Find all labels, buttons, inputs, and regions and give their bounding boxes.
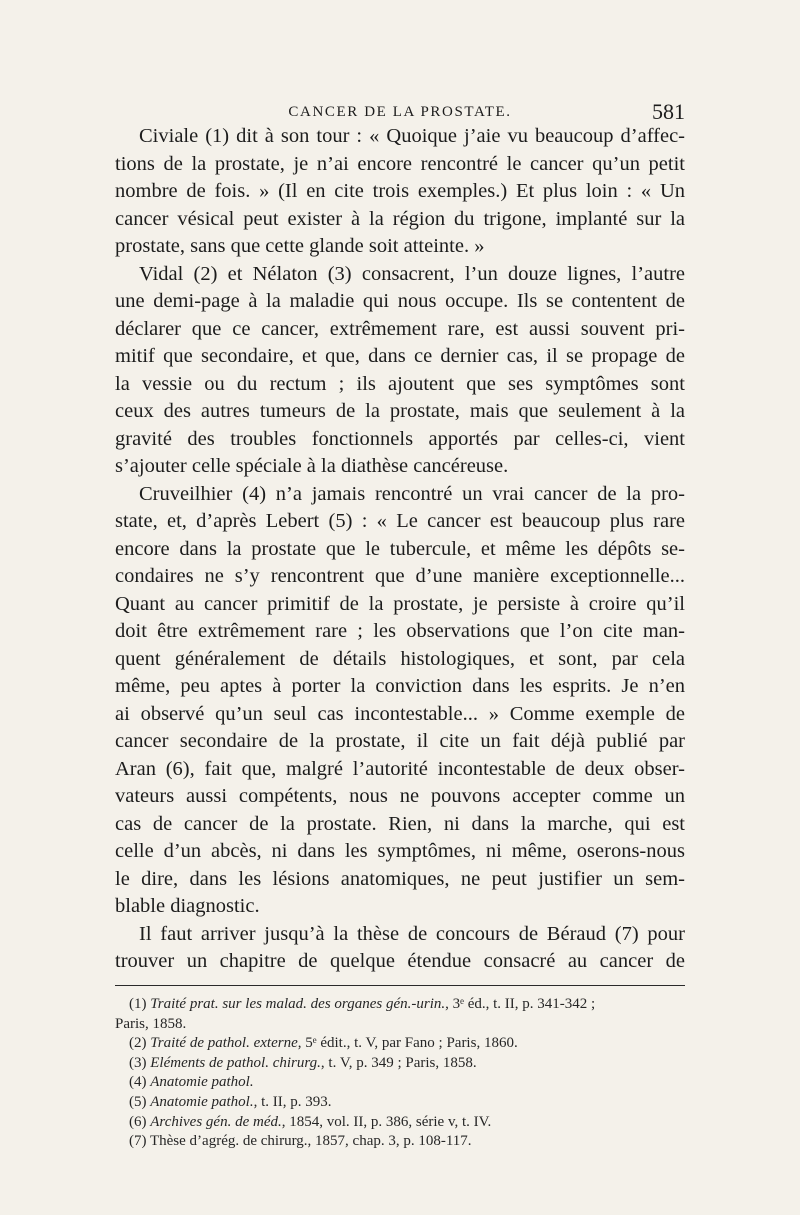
footnote — [115, 1132, 685, 1152]
text-line: trouver un chapitre de quelque étendue consacré au cancer de — [115, 950, 685, 972]
text-line: Vidal (2) et Nélaton (3) consacrent, l’un douze lignes, l’autre — [139, 262, 685, 285]
footnote-details: , 5ᵉ édit., t. V, par Fano ; Paris, 1860. — [297, 1035, 518, 1052]
body-text — [115, 123, 685, 976]
text-line: s’ajouter celle spéciale à la diathèse cancéreuse. — [115, 455, 509, 477]
footnote-mark: (2) — [129, 1035, 147, 1052]
text-line: une demi-page à la maladie qui nous occupe. Ils se contentent de — [115, 290, 685, 312]
text-line: même, peu aptes à porter la conviction dans les esprits. Je n’en — [115, 675, 685, 697]
footnote-details: , 1854, vol. II, p. 386, série v, t. IV. — [281, 1113, 492, 1130]
text-line: ai observé qu’un seul cas incontestable... » Comme exemple de — [115, 702, 685, 725]
footnote-details: , t. II, p. 393. — [253, 1093, 332, 1110]
text-line: condaires ne s’y rencontrent que d’une manière exceptionnelle... — [115, 565, 685, 587]
text-line: cancer secondaire de la prostate, il cite un fait déjà publié par — [115, 730, 685, 752]
footnote-rule — [115, 985, 685, 986]
text-line: déclarer que ce cancer, extrêmement rare, est aussi souvent pri- — [115, 317, 685, 340]
text-line: encore dans la prostate que le tubercule, et même les dépôts se- — [115, 537, 685, 560]
footnotes — [115, 995, 685, 1152]
text-line: la vessie ou du rectum ; ils ajoutent que ses symptômes sont — [115, 372, 685, 395]
footnote-title: Archives gén. de méd. — [150, 1113, 282, 1130]
text-line: Civiale (1) dit à son tour : « Quoique j’aie vu beaucoup d’affec- — [139, 125, 685, 147]
text-line: Il faut arriver jusqu’à la thèse de concours de Béraud (7) pour — [139, 922, 685, 945]
footnote-details: Thèse d’agrég. de chirurg., 1857, chap. 3, p. 108-117. — [149, 1133, 472, 1150]
footnote-title: Traité de pathol. externe — [150, 1035, 298, 1052]
text-line: prostate, sans que cette glande soit atteinte. » — [115, 235, 485, 257]
footnote-mark: (6) — [129, 1113, 147, 1130]
text-line: gravité des troubles fonctionnels apportés par celles-ci, vient — [115, 427, 685, 450]
text-line: ceux des autres tumeurs de la prostate, mais que seulement à la — [115, 400, 685, 422]
text-line: nombre de fois. » (Il en cite trois exemples.) Et plus loin : « Un — [115, 180, 685, 202]
footnote — [115, 1113, 685, 1133]
footnote-mark: (3) — [129, 1054, 147, 1071]
text-line: cancer vésical peut exister à la région du trigone, implanté sur la — [115, 207, 685, 230]
text-line: vateurs aussi compétents, nous ne pouvons accepter comme un — [115, 785, 685, 807]
text-line: doit être extrêmement rare ; les observations que l’on cite man- — [115, 620, 685, 642]
footnote — [115, 995, 685, 1015]
text-line: Quant au cancer primitif de la prostate, je persiste à croire qu’il — [115, 592, 685, 615]
footnote-title: Eléments de pathol. chirurg. — [150, 1054, 321, 1071]
text-line: cas de cancer de la prostate. Rien, ni dans la marche, qui est — [115, 812, 685, 835]
footnote-title: Anatomie pathol. — [150, 1093, 254, 1110]
page-number: 581 — [652, 99, 685, 124]
footnote-mark: (5) — [129, 1093, 147, 1110]
text-line: Aran (6), fait que, malgré l’autorité incontestable de deux obser- — [115, 757, 685, 780]
footnote-title: Anatomie pathol. — [150, 1074, 254, 1091]
text-line: le dire, dans les lésions anatomiques, ne peut justifier un sem- — [115, 867, 685, 890]
footnote-details: , t. V, p. 349 ; Paris, 1858. — [320, 1054, 477, 1071]
footnote — [115, 1093, 685, 1113]
footnote-continuation — [115, 1015, 685, 1035]
text-line: mitif que secondaire, et que, dans ce dernier cas, il se propage de — [115, 345, 685, 367]
footnote-details: , 3ᵉ éd., t. II, p. 341-342 ; — [445, 996, 596, 1012]
footnote-title: Traité prat. sur les malad. des organes gén.-urin. — [150, 996, 446, 1012]
text-line: blable diagnostic. — [115, 895, 260, 917]
text-line: celle d’un abcès, ni dans les symptômes, ni même, oserons-nous — [115, 840, 685, 862]
text-line: quent généralement de détails histologiques, et sont, par cela — [115, 647, 685, 670]
footnote-mark: (1) — [129, 996, 147, 1012]
text-line: state, et, d’après Lebert (5) : « Le cancer est beaucoup plus rare — [115, 510, 685, 532]
text-line: Cruveilhier (4) n’a jamais rencontré un vrai cancer de la pro- — [139, 482, 685, 505]
footnote — [115, 1034, 685, 1054]
running-title: CANCER DE LA PROSTATE. — [288, 104, 512, 120]
footnote-mark: (4) — [129, 1074, 147, 1091]
footnote-mark: (7) — [129, 1133, 147, 1150]
text-line: tions de la prostate, je n’ai encore rencontré le cancer qu’un petit — [115, 152, 685, 175]
footnote-details: Paris, 1858. — [115, 1015, 187, 1032]
footnote — [115, 1073, 685, 1093]
footnote — [115, 1054, 685, 1074]
